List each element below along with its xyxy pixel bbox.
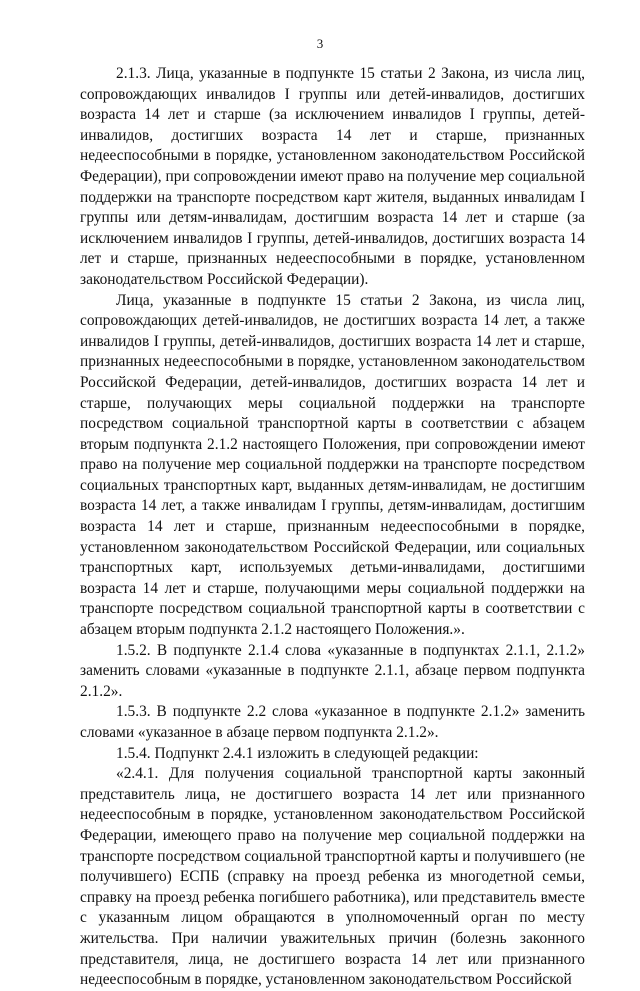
document-body — [80, 64, 585, 991]
paragraph-2-1-3: 2.1.3. Лица, указанные в подпункте 15 статьи 2 Закона, из числа лиц, сопровождающих инвалидов I группы или детей-инвалидов, достигших возраста 14 лет и старше (за исключением инвалидов I группы, детей-инвалидов, достигших возраста 14 лет и старше, признанных недееспособными в порядке, установленном законодательством Российской Федерации), при сопровождении имеют право на получение мер социальной поддержки на транспорте посредством карт жителя, выданных инвалидам I группы или детям-инвалидам, достигшим возраста 14 лет и старше (за исключением инвалидов I группы, детей-инвалидов, достигших возраста 14 лет и старше, признанных недееспособными в порядке, установленном законодательством Российской Федерации). — [80, 65, 585, 288]
paragraph-1-5-4: 1.5.4. Подпункт 2.4.1 изложить в следующей редакции: — [116, 744, 479, 762]
paragraph-1-5-3: 1.5.3. В подпункте 2.2 слова «указанное в подпункте 2.1.2» заменить словами «указанное в абзаце первом подпункта 2.1.2». — [80, 703, 585, 741]
paragraph-accompanying-persons: Лица, указанные в подпункте 15 статьи 2 Закона, из числа лиц, сопровождающих детей-инвалидов, не достигших возраста 14 лет, а также инвалидов I группы, детей-инвалидов, достигших возраста 14 лет и старше, признанных недееспособными в порядке, установленном законодательством Российской Федерации, детей-инвалидов, достигших возраста 14 лет и старше, получающих меры социальной поддержки на транспорте посредством социальной транспортной карты в соответствии с абзацем вторым подпункта 2.1.2 настоящего Положения, при сопровождении имеют право на получение мер социальной поддержки на транспорте посредством социальных транспортных карт, выданных детям-инвалидам, не достигшим возраста 14 лет, а также инвалидам I группы, детям-инвалидам, достигшим возраста 14 лет и старше, признанным недееспособными в порядке, установленном законодательством Российской Федерации, или социальных транспортных карт, используемых детьми-инвалидами, достигшими возраста 14 лет и старше, получающими меры социальной поддержки на транспорте посредством социальной транспортной карты в соответствии с абзацем вторым подпункта 2.1.2 настоящего Положения.». — [80, 291, 585, 639]
paragraph-2-4-1: «2.4.1. Для получения социальной транспортной карты законный представитель лица, не достигшего возраста 14 лет или признанного недееспособным в порядке, установленном законодательством Российской Федерации, имеющего право на получение мер социальной поддержки на транспорте посредством социальной транспортной карты и получившего (не получившего) ЕСПБ (справку на проезд ребенка из многодетной семьи, справку на проезд ребенка погибшего работника), или представитель вместе с указанным лицом обращаются в уполномоченный орган по месту жительства. При наличии уважительных причин (болезнь законного представителя, лица, не достигшего возраста 14 лет или признанного недееспособным в порядке, установленном законодательством Российской — [80, 765, 585, 989]
page-number: 3 — [316, 36, 324, 51]
paragraph-1-5-2: 1.5.2. В подпункте 2.1.4 слова «указанные в подпунктах 2.1.1, 2.1.2» заменить словами «указанные в подпункте 2.1.1, абзаце первом подпункта 2.1.2». — [80, 641, 585, 700]
